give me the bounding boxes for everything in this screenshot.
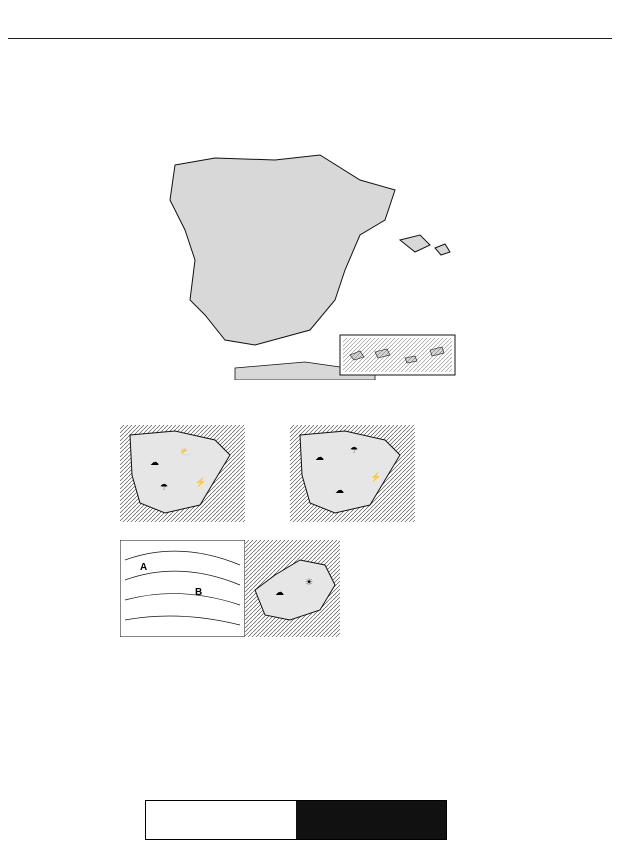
isobaras-map [120,540,245,637]
svg-text:☀: ☀ [305,577,314,587]
pasado-map [290,425,415,522]
ad-dark-panel [296,801,446,839]
svg-text:⚡: ⚡ [370,472,382,482]
svg-text:A: A [140,562,148,573]
svg-text:☂: ☂ [160,482,169,492]
svg-text:⛅: ⛅ [180,447,192,457]
reservoirs-chart [256,656,456,756]
svg-text:☁: ☁ [315,452,324,462]
reservoirs [256,656,456,761]
iberia-ad[interactable] [145,800,447,840]
main-map [145,140,465,380]
manana-map [120,425,245,522]
svg-text:B: B [195,587,203,598]
header-rule [8,38,612,39]
svg-text:☁: ☁ [275,587,284,597]
svg-text:☂: ☂ [350,445,359,455]
svg-text:☁: ☁ [335,485,344,495]
europa-map [245,540,340,637]
svg-text:☁: ☁ [150,457,159,467]
svg-text:⚡: ⚡ [195,477,207,487]
